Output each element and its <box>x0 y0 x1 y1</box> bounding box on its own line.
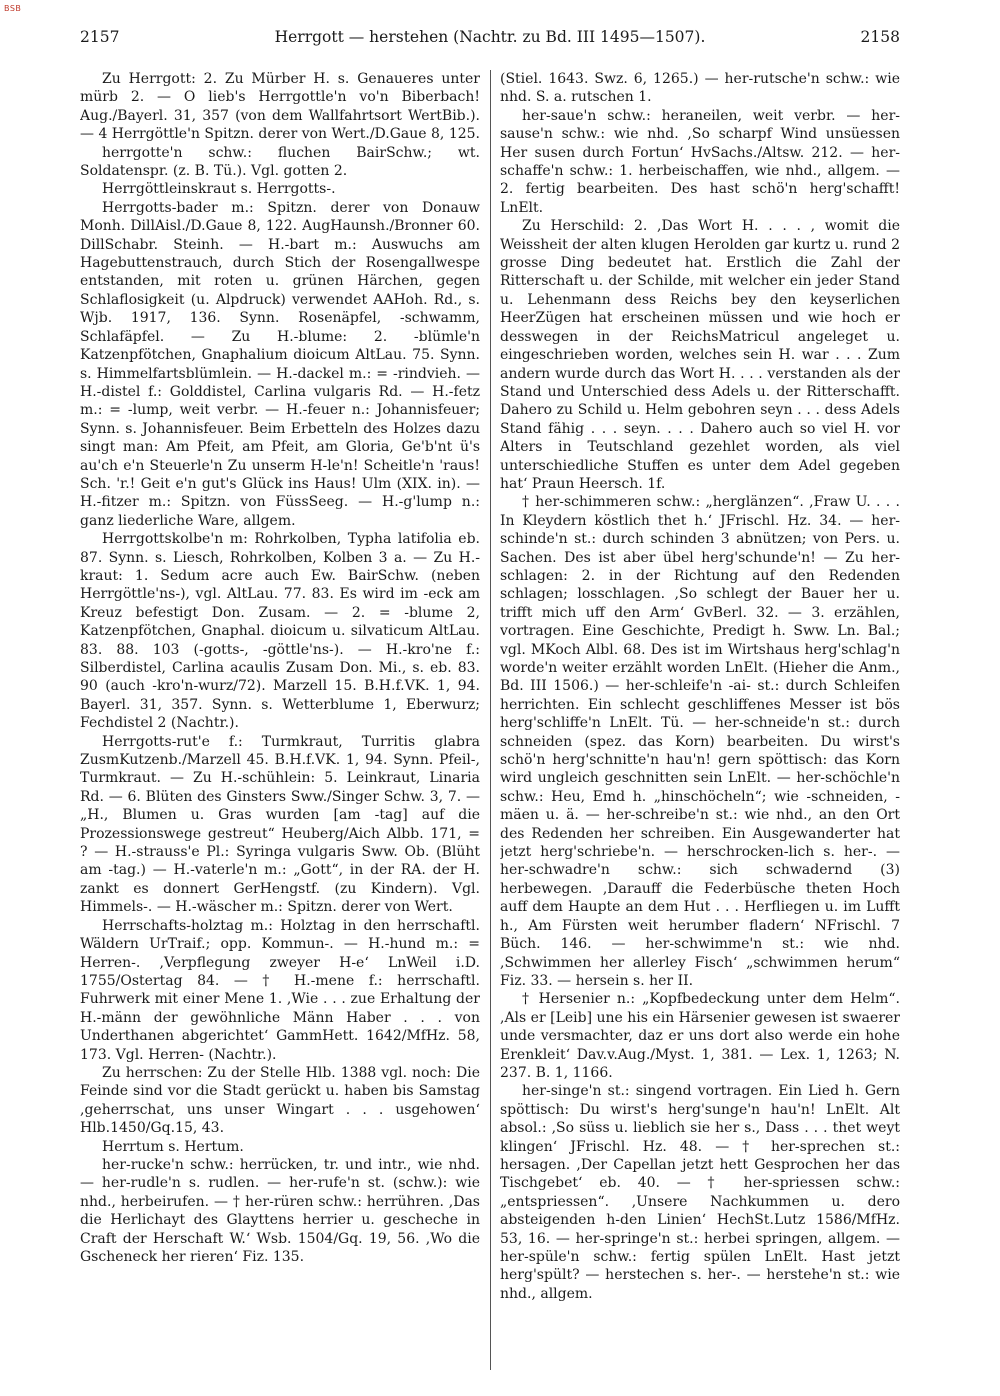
left-column <box>80 70 480 1370</box>
entry-herrgotts-rute: Herrgotts-rut'e f.: Turmkraut, Turritis glabra ZusmKutzenb./Marzell 45. B.H.f.VK. 1, 94. Synn. Pfeil-, Turmkraut. — Zu H.-schühlein: 5. Leinkraut, Linaria Rd. — 6. Blüten des Ginsters Sww./Singer Schw. 3, 7. — „H., Blumen u. Gras wurden [am -tag] auf die Prozessionswege gestreut“ Heuberg/Aich Albb. 171, = ? — H.-strauss'e Pl.: Syringa vulgaris Sww. Ob. (Blüht am -tag.) — H.-vaterle'n m.: „Gott“, in der RA. der H. zankt es donnert GerHengstf. (zu Kindern). Vgl. Himmels-. — H.-wäscher m.: Spitzn. derer von Wert. <box>80 733 480 916</box>
entry-herrtum: Herrtum s. Hertum. <box>102 1138 244 1155</box>
entry-her-schimmeren: † her-schimmeren schw.: „herglänzen“. ,Fraw U. . . . In Kleydern köstlich thet h.‘ JFrischl. Hz. 34. — her-schinde'n st.: durch schinden 3 abnützen; von Pers. u. Sachen. Des ist aber übel herg'schunde'n! — Zu her-schlagen: 2. in der Richtung auf den Redenden schlagen; losschlagen. ,So schlegt der Bauer her u. trifft mich uff den Arm‘ GvBerl. 32. — 3. erzählen, vortragen. Eine Geschichte, Predigt h. Sww. Ln. Bal.; vgl. MKoch Albl. 68. Des ist im Wirtshaus herg'schlag'n worde'n weiter erzählt worden LnElt. (Hieher die Anm., Bd. III 1506.) — her-schleife'n -ai- st.: durch Schleifen herrichten. Ein schlecht geschliffenes Messer ist bös herg'schliffe'n LnElt. Tü. — her-schneide'n st.: durch schneiden (spez. das Korn) bearbeiten. Du wirst's schö'n herg'schnitte'n hau'n! gern spöttisch: das Korn wird ungleich geschnitten sein LnElt. — her-schöchle'n schw.: Heu, Emd h. „hinschöcheln“; wie -schneiden, -mäen u. ä. — her-schreibe'n st.: wie nhd., an den Ort des Redenden her schreiben. Ein Ausgewanderter hat jetzt herg'schriebe'n. — herschrocken-lich s. her-. — her-schwadre'n schw.: sich schwadernd (3) herbewegen. ,Darauff die Federbüsche theten Hoch auff dem Haupte an dem Hut . . . Herfliegen u. im Lufft h., Am Fürsten weit herumber fladern‘ NFrischl. 7 Büch. 146. — her-schwimme'n st.: wie nhd. ,Schwimmen her allerley Fisch‘ „schwimmen herum“ Fiz. 33. — hersein s. her II. <box>500 494 900 989</box>
column-divider <box>490 70 491 1370</box>
running-title: Herrgott — herstehen (Nachtr. zu Bd. III 1495—1507). <box>274 28 706 46</box>
entry-hersenier: † Hersenier n.: „Kopfbedeckung unter dem Helm“. ,Als er [Leib] une his ein Härsenier gewesen ist swaerer unde versmachter, daz er uns dort also werde ein hohe Erenkleit‘ Dav.v.Aug./Myst. 1, 381. — Lex. 1, 1263; N. 237. B. 1, 1166. <box>500 991 900 1081</box>
page-number-left: 2157 <box>80 28 120 46</box>
entry-her-rutschen: (Stiel. 1643. Swz. 6, 1265.) — her-rutsche'n schw.: wie nhd. S. a. rutschen 1. <box>500 71 900 106</box>
entry-herrgotts-bader: Herrgotts-bader m.: Spitzn. derer von Donauw Monh. DillAisl./D.Gaue 8, 122. AugHaunsh./Bronner 60. DillSchabr. Steinh. — H.-bart m.: Auswuchs am Hagebuttenstrauch, durch Stich der Rosengallwespe entstanden, mit roten u. grünen Härchen, gegen Schlaflosigkeit (u. Alpdruck) verwendet AAHoh. Rd., s. Wjb. 1917, 136. Synn. Rosenäpfel, -schwamm, Schlafäpfel. — Zu H.-blume: 2. -blümle'n Katzenpfötchen, Gnaphalium dioicum AltLau. 75. Synn. s. Himmelfartsblümlein. — H.-dackel m.: = -rindvieh. — H.-distel f.: Golddistel, Carlina vulgaris Rd. — H.-fetz m.: = -lump, weit verbr. — H.-feuer n.: Johannisfeuer; Synn. s. Johannisfeuer. Beim Erbetteln des Holzes dazu singt man: Am Pfeit, am Pfeit, am Gloria, Ge'b'nt ü's au'ch e'n Steuerle'n Zu unserm H-le'n! Scheitle'n 'raus! Sch. 'r.! Geit e'n gut's Glück ins Haus! Ulm (XIX. in). — H.-fitzer m.: Spitzn. von FüssSeeg. — H.-g'lump n.: ganz liederliche Ware, allgem. <box>80 199 480 529</box>
entry-her-singen: her-singe'n st.: singend vortragen. Ein Lied h. Gern spöttisch: Du wirst's herg'sunge'n hau'n! LnElt. Alt absol.: ,So süss u. lieblich sie her s., Dass . . . thet weyt klingen‘ JFrischl. Hz. 48. — † her-sprechen st.: hersagen. ,Der Capellan jetzt hett Gesprochen her das Tischgebet‘ eb. 40. — † her-spriessen schw.: „entspriessen“. ,Unsere Nachkummen u. dero absteigenden h-den Linien‘ HechSt.Lutz 1586/MfHz. 53, 16. — her-springe'n st.: herbei springen, allgem. — her-spüle'n schw.: fertig spülen LnElt. Hast jetzt herg'spült? — herstechen s. her-. — herstehe'n st.: wie nhd., allgem. <box>500 1083 900 1302</box>
entry-her-rucken: her-rucke'n schw.: herrücken, tr. und intr., wie nhd. — her-rudle'n s. rudlen. — her-rufe'n st. (schw.): wie nhd., herbeirufen. — † her-rüren schw.: herrühren. ,Das die Herlichayt des Glayttens herrier u. gescheche in Craft der Herschaft W.‘ Wsb. 1504/Gq. 19, 56. ,Wo die Gscheneck her rieren‘ Fiz. 135. <box>80 1156 480 1265</box>
entry-herrschen: Zu herrschen: Zu der Stelle Hlb. 1388 vgl. noch: Die Feinde sind vor die Stadt gerückt u. haben bis Samstag ,geherrschat, uns unser Wingart . . . usgehowen‘ Hlb.1450/Gq.15, 43. <box>80 1064 480 1137</box>
page-number-right: 2158 <box>860 28 900 46</box>
entry-herrgotten: herrgotte'n schw.: fluchen BairSchw.; wt. Soldatenspr. (z. B. Tü.). Vgl. gotten 2. <box>80 144 480 180</box>
entry-herrgoettleinskraut: Herrgöttleinskraut s. Herrgotts-. <box>102 181 336 198</box>
page-header <box>80 28 900 58</box>
entry-herrschafts-holztag: Herrschafts-holztag m.: Holztag in den herrschaftl. Wäldern UrTraif.; opp. Kommun-. — H.-hund m.: = Herren-. ,Verpflegung zweyer H-e‘ LnWeil i.D. 1755/Ostertag 84. — † H.-mene f.: herrschaftl. Fuhrwerk mit einer Mene 1. ,Wie . . . zue Erhaltung der H.-männ der gewöhnliche Männ Haber . . . von Underthanen abgerichtet‘ GammHett. 1642/MfHz. 58, 173. Vgl. Herren- (Nachtr.). <box>80 917 480 1063</box>
right-column <box>500 70 900 1370</box>
entry-herschild: Zu Herschild: 2. ,Das Wort H. . . . , womit die Weissheit der alten klugen Herolden gar kurtz u. rund 2 grosse Ding bedeutet hat. Erstlich die Zahl der Ritterschaft u. der Schilde, mit welcher ein jeder Stand u. Lehenmann dess Reichs bey den keyserlichen HeerZügen hat erscheinen müssen und wie hoch er desswegen in der ReichsMatricul angeleget u. eingeschrieben worden, welches sein H. war . . . Zum andern wurde durch das Wort H. . . . verstanden als der Stand und Unterschied dess Adels u. der Ritterschafft. Dahero zu Schild u. Helm gebohren seyn . . . dess Adels Stand fähig . . . seyn. . . . Dahero auch so viel H. vor Alters in Teutschland gezehlet worden, als viel unterschiedliche Stuffen es unter dem Adel gegeben hat‘ Praun Heersch. 1f. <box>500 218 900 492</box>
library-stamp: BSB <box>4 4 22 13</box>
entry-herrgott: Zu Herrgott: 2. Zu Mürber H. s. Genaueres unter mürb 2. — O lieb's Herrgottle'n vo'n Biberbach! Aug./Bayerl. 31, 357 (von dem Wallfahrtsort WertBib.). — 4 Herrgöttle'n Spitzn. derer von Wert./D.Gaue 8, 125. <box>80 71 480 143</box>
entry-herrgottskolben: Herrgottskolbe'n m: Rohrkolben, Typha latifolia eb. 87. Synn. s. Liesch, Rohrkolben, Kolben 3 a. — Zu H.-kraut: 1. Sedum acre auch Ew. BairSchw. (neben Herrgöttle'ns-), vgl. AltLau. 77. 83. Es wird im -eck am Kreuz befestigt Don. Zusam. — 2. = -blume 2, Katzenpfötchen, Gnaphal. dioicum u. silvaticum AltLau. 83. 88. 103 (-gotts-, -göttle'ns-). — H.-kro'ne f.: Silberdistel, Carlina acaulis Zusam Don. Mi., s. eb. 83. 90 (auch -kro'n-wurz/72). Marzell 15. B.H.f.VK. 1, 94. Bayerl. 31, 357. Synn. s. Wetterblume 1, Eberwurz; Fechdistel 2 (Nachtr.). <box>80 531 480 732</box>
entry-her-sauen: her-saue'n schw.: heraneilen, weit verbr. — her-sause'n schw.: wie nhd. ,So scharpf Wind unsüessen Her susen durch Fortun‘ HvSachs./Altsw. 212. — her-schaffe'n schw.: 1. herbeischaffen, wie nhd., allgem. — 2. fertig bearbeiten. Des hast schö'n herg'schafft! LnElt. <box>500 107 900 216</box>
